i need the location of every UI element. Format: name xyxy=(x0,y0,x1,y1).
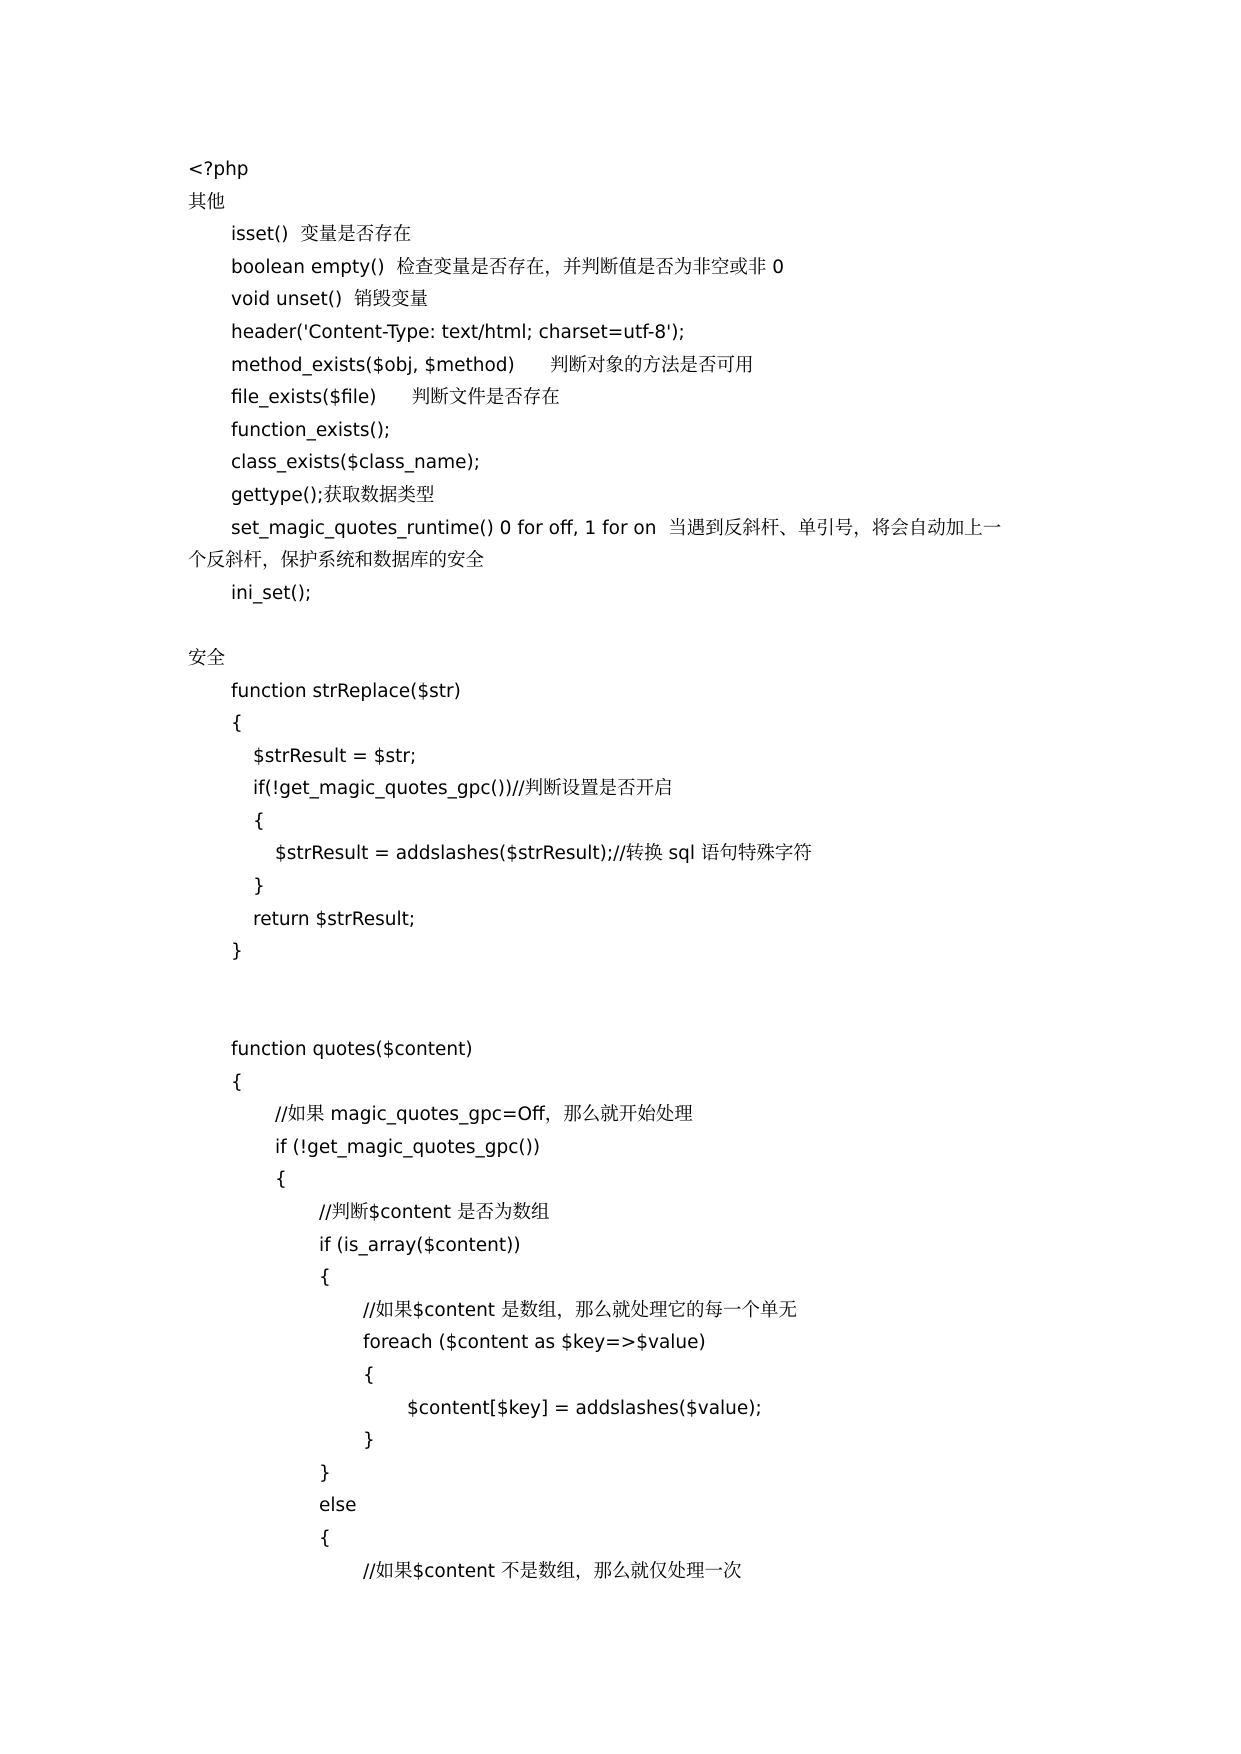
code-line: <?php xyxy=(188,159,249,180)
code-line: method_exists($obj, $method) 判断对象的方法是否可用 xyxy=(231,354,754,376)
code-line: { xyxy=(231,1071,243,1093)
code-line: if (!get_magic_quotes_gpc()) xyxy=(275,1136,541,1158)
code-line: return $strResult; xyxy=(253,908,416,930)
code-line: } xyxy=(231,941,243,963)
blank-line xyxy=(188,1001,1068,1034)
code-line: class_exists($class_name); xyxy=(231,452,480,474)
code-line: { xyxy=(231,713,243,735)
code-line: { xyxy=(253,810,265,832)
code-line: 个反斜杆，保护系统和数据库的安全 xyxy=(188,550,485,572)
code-line: } xyxy=(363,1430,375,1452)
code-line: isset() 变量是否存在 xyxy=(231,224,412,246)
code-line: { xyxy=(319,1527,331,1549)
code-line: //判断$content 是否为数组 xyxy=(319,1202,550,1223)
code-line: void unset() 销毁变量 xyxy=(231,289,428,311)
document-body xyxy=(188,154,1068,1588)
code-line: else xyxy=(319,1495,357,1517)
code-line: //如果$content 不是数组，那么就仅处理一次 xyxy=(363,1560,742,1582)
code-line: { xyxy=(319,1267,331,1289)
code-line: function_exists(); xyxy=(231,419,391,441)
code-line: file_exists($file) 判断文件是否存在 xyxy=(231,387,560,409)
code-line: } xyxy=(253,876,265,898)
blank-line xyxy=(188,969,1068,1002)
code-line: { xyxy=(363,1364,375,1386)
code-line: { xyxy=(275,1169,287,1191)
code-line: function strReplace($str) xyxy=(231,680,461,702)
code-line: //如果 magic_quotes_gpc=Off，那么就开始处理 xyxy=(275,1104,693,1126)
code-line: boolean empty() 检查变量是否存在，并判断值是否为非空或非 0 xyxy=(231,256,785,278)
code-line: set_magic_quotes_runtime() 0 for off, 1 for on 当遇到反斜杆、单引号，将会自动加上一 xyxy=(231,517,1002,539)
code-line: $strResult = addslashes($strResult);//转换 sql 语句特殊字符 xyxy=(275,843,812,865)
code-line: gettype();获取数据类型 xyxy=(231,484,435,506)
code-line: if (is_array($content)) xyxy=(319,1234,521,1256)
blank-line xyxy=(188,610,1068,643)
code-line: if(!get_magic_quotes_gpc())//判断设置是否开启 xyxy=(253,778,673,800)
code-line: header('Content-Type: text/html; charset=utf-8'); xyxy=(231,321,685,343)
code-line: $strResult = $str; xyxy=(253,745,417,767)
code-line: //如果$content 是数组，那么就处理它的每一个单无 xyxy=(363,1299,797,1321)
code-line: function quotes($content) xyxy=(231,1039,473,1061)
code-line: ini_set(); xyxy=(231,582,312,604)
section-heading: 其他 xyxy=(188,191,226,213)
code-line: } xyxy=(319,1462,331,1484)
code-line: foreach ($content as $key=>$value) xyxy=(363,1332,706,1354)
code-line: $content[$key] = addslashes($value); xyxy=(407,1397,762,1419)
section-heading: 安全 xyxy=(188,647,226,669)
